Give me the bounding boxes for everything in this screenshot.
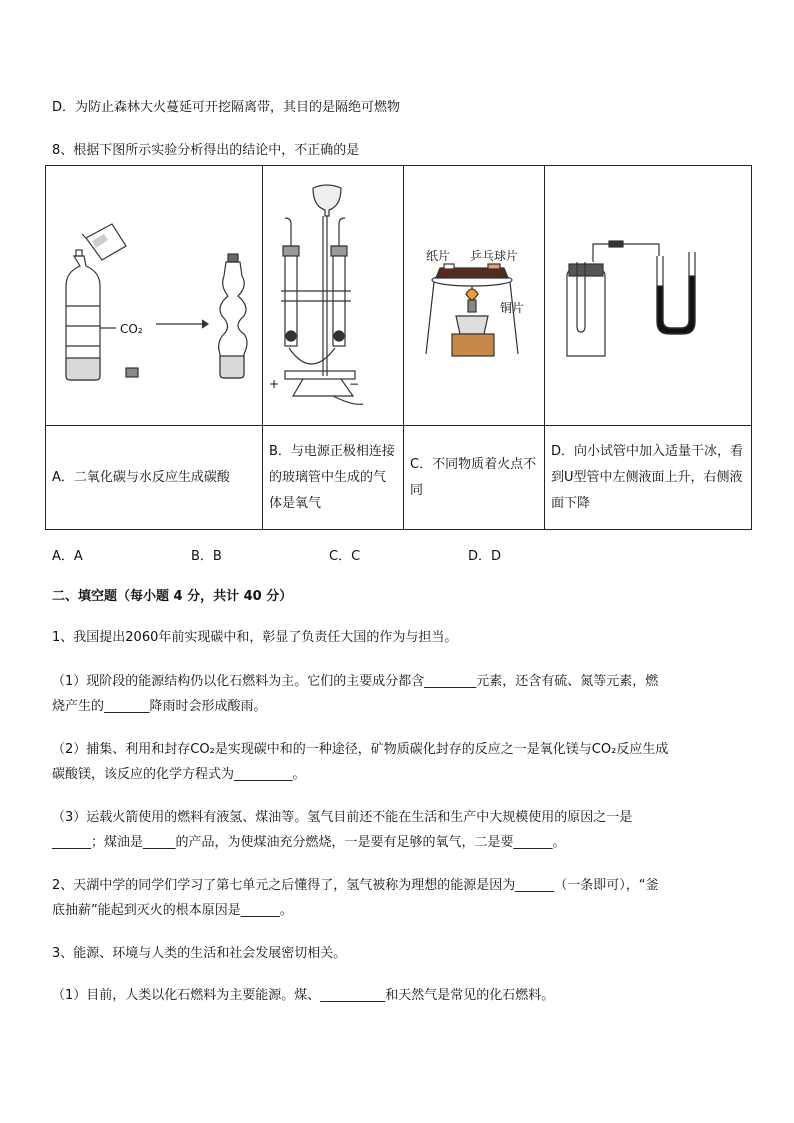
q1-p1-line2: 烧产生的_______降雨时会形成酸雨。	[52, 699, 267, 714]
q1-p3-line1: （3）运载火箭使用的燃料有液氢、煤油等。氢气目前还不能在生活和生产中大规模使用的原因之一是	[52, 810, 633, 825]
q7-option-d: D．为防止森林大火蔓延可开挖隔离带，其目的是隔绝可燃物	[52, 100, 401, 115]
q1-p3-line2: ______；煤油是_____的产品，为使煤油充分燃烧，一是要有足够的氧气，二是要______。	[52, 835, 566, 850]
co2-label: CO₂	[120, 322, 143, 336]
plus-label: +	[269, 377, 280, 391]
q8-table	[45, 165, 752, 530]
figure-a-cell	[46, 166, 263, 426]
q3-p1: （1）目前，人类以化石燃料为主要能源。煤、__________和天然气是常见的化石燃料。	[52, 988, 555, 1003]
q2-line2: 底抽薪”能起到灭火的根本原因是______。	[52, 903, 293, 918]
q1-p2-line2: 碳酸镁，该反应的化学方程式为_________。	[52, 767, 306, 782]
q1-p2-line1: （2）捕集、利用和封存CO₂是实现碳中和的一种途径，矿物质碳化封存的反应之一是氧化镁与CO₂反应生成	[52, 742, 669, 757]
choice-d[interactable]: D．D	[468, 549, 502, 564]
paper-label: 纸片	[426, 249, 451, 263]
cell-a: A．二氧化碳与水反应生成碳酸	[46, 426, 263, 530]
q1-stem: 1、我国提出2060年前实现碳中和，彰显了负责任大国的作为与担当。	[52, 630, 458, 645]
copper-label: 铜片	[500, 301, 525, 315]
figure-d-cell	[545, 166, 752, 426]
figure-c-cell	[404, 166, 545, 426]
co2-bottle-figure	[46, 166, 262, 421]
section2-heading: 二、填空题（每小题 4 分，共计 40 分）	[52, 589, 293, 604]
u-tube-figure	[545, 166, 751, 421]
q2-line1: 2、天湖中学的同学们学习了第七单元之后懂得了，氢气被称为理想的能源是因为______（一条即可），“釜	[52, 878, 659, 893]
choice-b[interactable]: B．B	[191, 549, 222, 564]
cell-b: B．与电源正极相连接的玻璃管中生成的气体是氧气	[263, 426, 404, 530]
choice-c[interactable]: C．C	[329, 549, 361, 564]
ignition-figure	[404, 166, 544, 421]
choice-a[interactable]: A．A	[52, 549, 83, 564]
cell-d: D．向小试管中加入适量干冰，看到U型管中左侧液面上升，右侧液面下降	[545, 426, 752, 530]
figure-b-cell	[263, 166, 404, 426]
cell-c: C．不同物质着火点不同	[404, 426, 545, 530]
q8-choices	[52, 545, 652, 565]
q1-p1-line1: （1）现阶段的能源结构仍以化石燃料为主。它们的主要成分都含________元素，还含有硫、氮等元素，燃	[52, 674, 659, 689]
minus-label: −	[349, 377, 360, 391]
electrolysis-figure	[263, 166, 403, 421]
pingpong-label: 乒乓球片	[470, 249, 519, 263]
q8-stem: 8、根据下图所示实验分析得出的结论中，不正确的是	[52, 143, 360, 158]
q3-stem: 3、能源、环境与人类的生活和社会发展密切相关。	[52, 946, 347, 961]
